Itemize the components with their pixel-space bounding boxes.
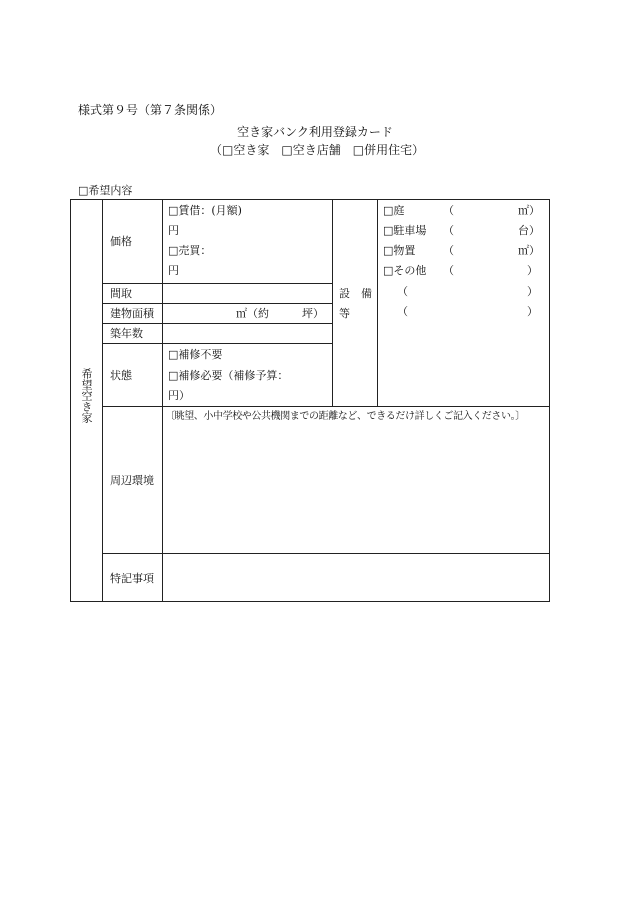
facility-paren: （ [397,305,408,318]
paren-open: （ [210,143,223,157]
facility-name[interactable]: □庭 [383,204,405,217]
divider [102,283,332,284]
floor-area-tsubo-unit: 坪） [302,307,324,320]
facility-paren: （ [443,204,454,217]
form-number: 様式第９号（第７条関係） [78,103,223,117]
checkbox[interactable]: □ [281,143,293,157]
divider [102,199,103,602]
special-notes-input[interactable] [163,554,549,601]
checkbox[interactable]: □ [222,143,234,157]
facility-name[interactable]: □物置 [383,244,416,257]
facility-paren: （ [443,224,454,237]
layout-label: 間取 [110,287,132,300]
facility-unit: 台） [518,224,540,237]
facility-unit: ） [527,305,538,318]
special-notes-label: 特記事項 [110,572,154,585]
floor-area-label: 建物面積 [110,307,154,320]
paren-close: ） [412,143,425,157]
facility-unit: ） [527,264,538,277]
facility-name[interactable]: □その他 [383,264,427,277]
divider [102,343,332,344]
facility-name[interactable]: □駐車場 [383,224,427,237]
sale-unit: 円 [168,264,179,277]
surroundings-hint: 〔眺望、小中学校や公共機関までの距離など、できるだけ詳しくご記入ください。〕 [165,411,525,422]
facility-unit: ㎡） [518,204,540,217]
type-akiya: 空き家 [233,143,270,157]
type-heiyo: 併用住宅 [364,143,413,157]
property-type-selector [210,141,424,158]
divider [102,303,332,304]
floor-area-sqm-unit: ㎡（約 [236,307,269,320]
facilities-label: 設 備 [339,287,372,300]
sidebar-label: 希望空き家 [80,368,93,423]
section-label: □希望内容 [78,184,133,197]
price-label: 価格 [110,235,132,248]
divider [102,323,332,324]
surroundings-label: 周辺環境 [110,474,154,487]
facility-paren: （ [397,285,408,298]
divider [377,199,378,406]
repair-needed-option[interactable]: □補修必要（補修予算： [168,369,289,382]
facility-paren: （ [443,244,454,257]
checkbox[interactable]: □ [352,143,365,157]
sale-option[interactable]: □売買： [168,244,212,257]
form-title: 空き家バンク利用登録カード [237,125,393,139]
facilities-label-suffix: 等 [339,307,350,320]
surroundings-input[interactable] [163,424,549,552]
divider [102,406,550,407]
checkbox[interactable]: □ [78,184,89,197]
repair-not-needed-option[interactable]: □補修不要 [168,348,223,361]
building-age-label: 築年数 [110,327,143,340]
facility-paren: （ [443,264,454,277]
type-akitenpo: 空き店舗 [292,143,341,157]
rent-option[interactable]: □賃借：(月額) [168,204,242,217]
divider [332,199,333,406]
facility-unit: ） [527,285,538,298]
repair-budget-unit: 円） [168,389,190,402]
rent-unit: 円 [168,224,179,237]
condition-label: 状態 [110,369,132,382]
facility-unit: ㎡） [518,244,540,257]
